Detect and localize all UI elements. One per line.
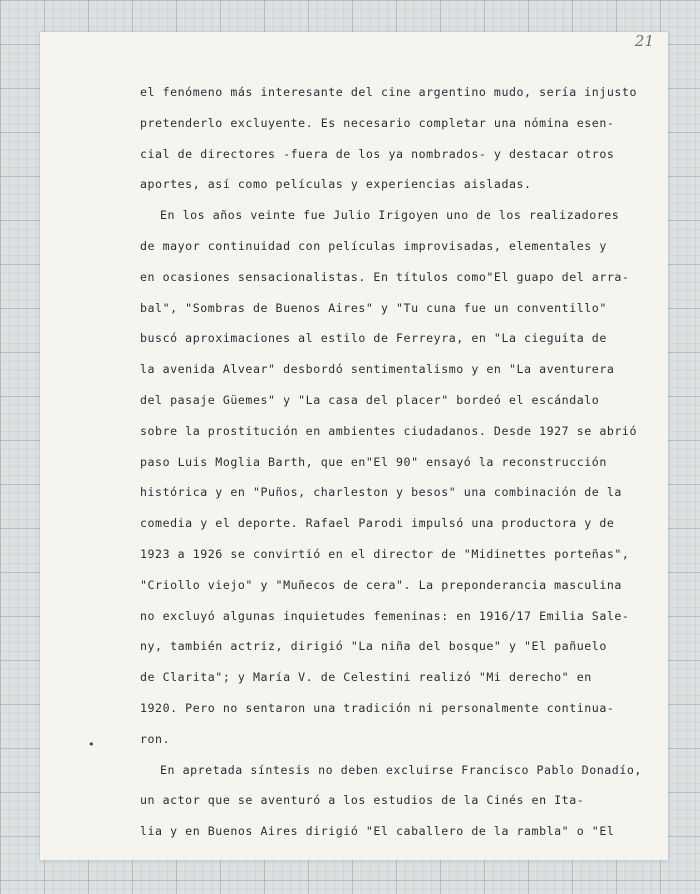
text-line: "Criollo viejo" y "Muñecos de cera". La preponderancia masculina: [140, 577, 622, 592]
text-line: lia y en Buenos Aires dirigió "El caballero de la rambla" o "El: [140, 824, 615, 839]
text-line: ron.: [140, 731, 171, 746]
text-line: 1920. Pero no sentaron una tradición ni personalmente continua-: [140, 700, 615, 715]
text-line: bal", "Sombras de Buenos Aires" y "Tu cuna fue un conventillo": [140, 300, 607, 315]
stray-mark: •: [88, 738, 95, 751]
text-line: En apretada síntesis no deben excluirse Francisco Pablo Donadío,: [160, 762, 642, 777]
paragraph: [140, 77, 655, 200]
page-number: 21: [634, 32, 654, 50]
text-line: el fenómeno más interesante del cine argentino mudo, sería injusto: [140, 85, 637, 99]
text-line: del pasaje Güemes" y "La casa del placer" bordeó el escándalo: [140, 392, 600, 407]
text-line: no excluyó algunas inquietudes femeninas: en 1916/17 Emilia Sale-: [140, 608, 630, 623]
text-line: 1923 a 1926 se convirtió en el director de "Midinettes porteñas",: [140, 546, 630, 561]
typewritten-page: [40, 32, 668, 860]
text-line: en ocasiones sensacionalistas. En títulos como"El guapo del arra-: [140, 269, 630, 284]
text-line: la avenida Alvear" desbordó sentimentalismo y en "La aventurera: [140, 362, 615, 377]
body-text: [140, 77, 655, 847]
text-line: comedia y el deporte. Rafael Parodi impulsó una productora y de: [140, 516, 615, 531]
text-line: cial de directores -fuera de los ya nombrados- y destacar otros: [140, 146, 615, 161]
text-line: pretenderlo excluyente. Es necesario completar una nómina esen-: [140, 115, 615, 130]
text-line: histórica y en "Puños, charleston y besos" una combinación de la: [140, 485, 622, 500]
paragraph: [140, 755, 655, 847]
text-line: de mayor continuidad con películas improvisadas, elementales y: [140, 238, 607, 253]
text-line: En los años veinte fue Julio Irigoyen uno de los realizadores: [160, 208, 620, 223]
text-line: aportes, así como películas y experiencias aisladas.: [140, 177, 532, 192]
text-line: paso Luis Moglia Barth, que en"El 90" ensayó la reconstrucción: [140, 454, 607, 469]
text-line: un actor que se aventuró a los estudios de la Cinés en Ita-: [140, 793, 585, 808]
text-line: ny, también actriz, dirigió "La niña del bosque" y "El pañuelo: [140, 639, 607, 654]
text-line: sobre la prostitución en ambientes ciudadanos. Desde 1927 se abrió: [140, 423, 637, 438]
paragraph: [140, 200, 655, 754]
text-line: de Clarita"; y María V. de Celestini realizó "Mi derecho" en: [140, 670, 592, 685]
text-line: buscó aproximaciones al estilo de Ferreyra, en "La cieguita de: [140, 331, 607, 346]
